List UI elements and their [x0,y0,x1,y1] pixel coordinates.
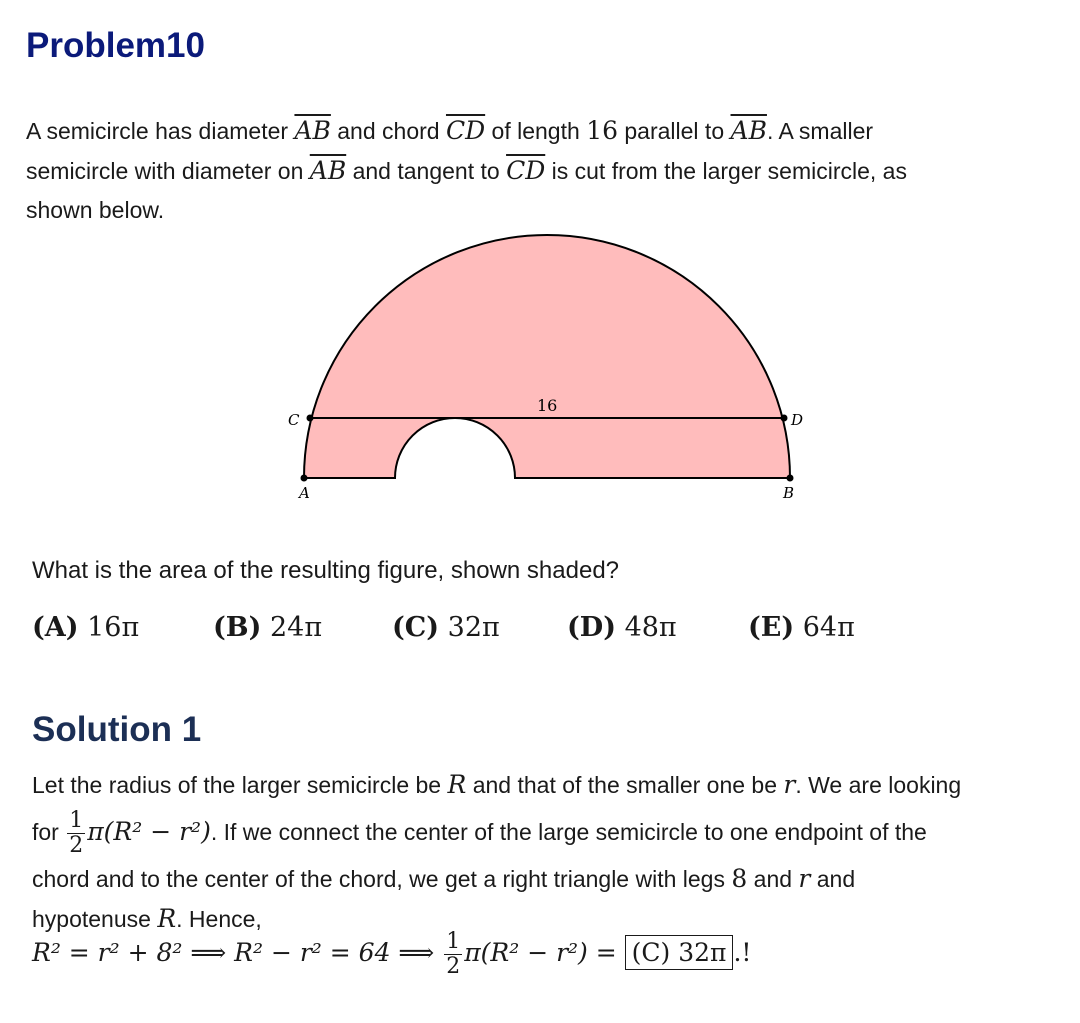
solution-line-1: Let the radius of the larger semicircle be R and that of the smaller one be r. We are looking [32,770,962,799]
solution-line-3: chord and to the center of the chord, we get a right triangle with legs 8 and r and [32,864,856,893]
solution-line-2: for $\frac{1}{2}$ π(R² − r²). If we connect the center of the large semicircle to one endpoint of the [32,808,927,859]
point-c [307,415,314,422]
solution-body [32,765,1072,939]
point-d [781,415,788,422]
point-a [301,475,308,482]
choice-e[interactable]: (E) 64π [748,612,855,643]
choice-c[interactable]: (C) 32π [392,612,500,643]
choice-b[interactable]: (B) 24π [213,612,323,643]
problem-line-3: shown below. [26,197,165,223]
boxed-answer: (C) 32π [625,935,734,970]
label-d: D [791,411,804,429]
question-text: What is the area of the resulting figure, shown shaded? [32,557,620,584]
problem-line-2: semicircle with diameter on $\overline{AB}$ and tangent to $\overline{CD}$ is cut from the larger semicircle, as [26,156,907,185]
solution-heading: Solution 1 [32,710,202,749]
fraction-half-2: $\frac{1}{2}$ [446,929,461,979]
label-a: A [299,484,310,502]
choice-d[interactable]: (D) 48π [567,612,677,643]
choice-a[interactable]: (A) 16π [32,612,140,643]
fraction-half: $\frac{1}{2}$ [69,808,84,859]
label-c: C [288,411,300,429]
problem-title: Problem10 [26,26,205,65]
problem-line-1: A semicircle has diameter $\overline{AB}$ and chord $\overline{CD}$ of length 16 parallel to $\overline{AB}$. A smaller [26,116,874,145]
label-length: 16 [537,396,558,415]
final-equation: R² = r² + 8² ⟹ R² − r² = 64 ⟹ $\frac{1}{2}$ π(R² − r²) = (C) 32π .! [32,929,752,979]
label-b: B [783,484,795,502]
shaded-region [304,235,790,478]
point-b [787,475,794,482]
solution-line-4: hypotenuse R. Hence, [32,904,262,933]
